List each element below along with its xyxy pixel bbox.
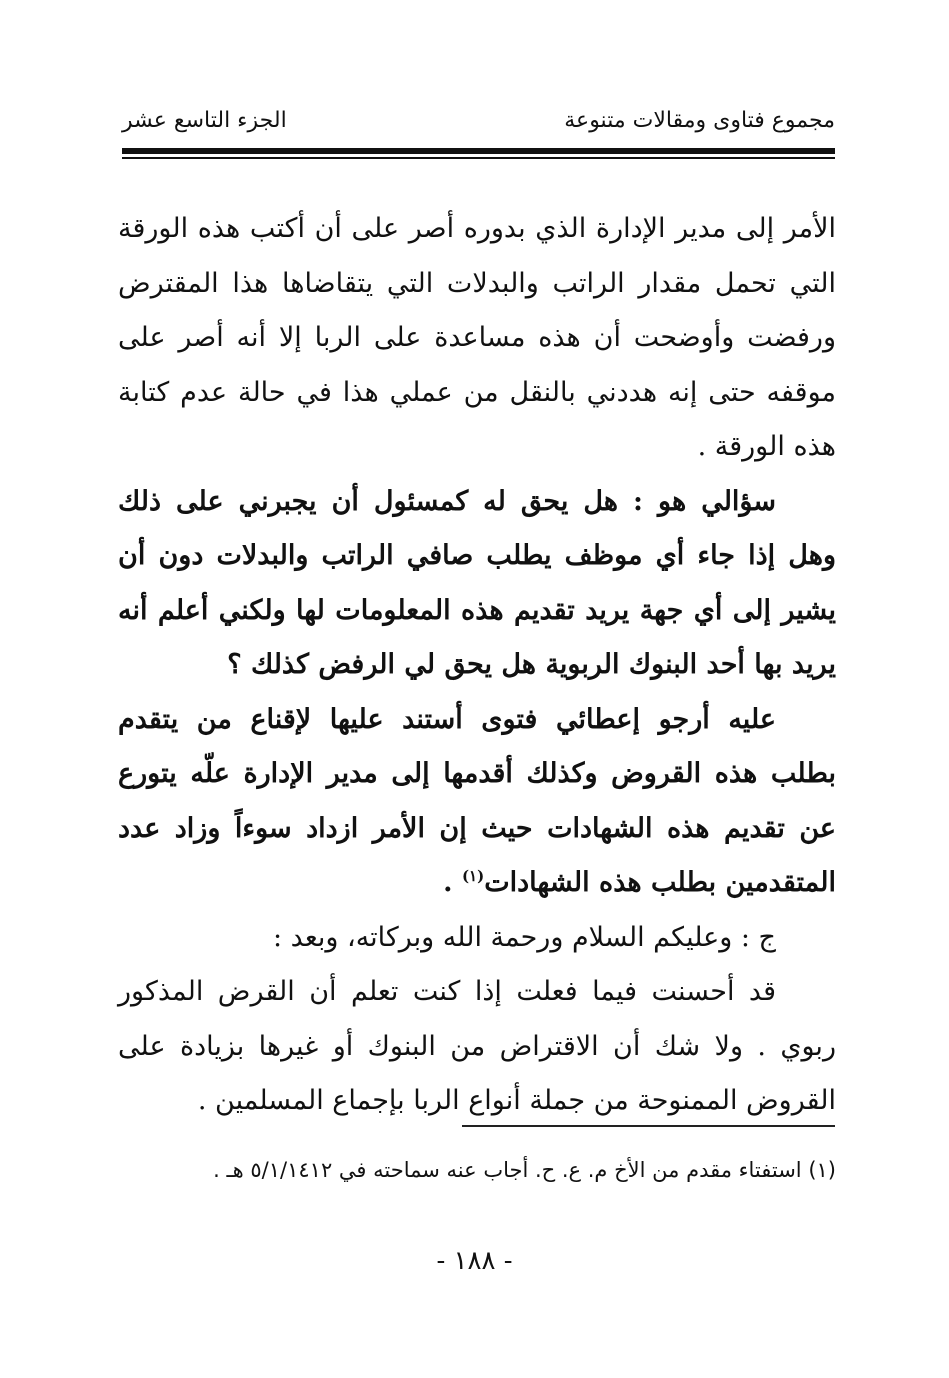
paragraph-question: سؤالي هو : هل يحق له كمسئول أن يجبرني على ذلك وهل إذا جاء أي موظف يطلب صافي الراتب والبدلات دون أن يشير إلى أي جهة يريد تقديم هذه المعلومات لها ولكني أعلم أنه يريد بها أحد البنوك الربوية هل يحق لي الرفض كذلك ؟: [118, 485, 836, 680]
footnote: [118, 1150, 836, 1190]
main-text: [118, 202, 836, 1129]
volume-label: الجزء التاسع عشر: [122, 108, 287, 133]
running-header: [122, 108, 835, 142]
paragraph-request-text: عليه أرجو إعطائي فتوى أستند عليها لإقناع من يتقدم بطلب هذه القروض وكذلك أقدمها إلى مدير الإدارة علّه يتورع عن تقديم هذه الشهادات حيث إن الأمر ازداد سوءاً وزاد عدد المتقدمين بطلب هذه الشهادات: [118, 703, 836, 898]
header-rule-thick: [122, 148, 835, 154]
paragraph-request-end: .: [443, 867, 462, 898]
paragraph-1: الأمر إلى مدير الإدارة الذي بدوره أصر على أن أكتب هذه الورقة التي تحمل مقدار الراتب والبدلات التي يتقاضاها هذا المقترض ورفضت وأوضحت أن هذه مساعدة على الربا إلا أنه أصر على موقفه حتى إنه هددني بالنقل من عملي هذا في حالة عدم كتابة هذه الورقة .: [118, 213, 836, 462]
header-rule-thin: [122, 157, 835, 159]
paragraph-request: [118, 693, 836, 911]
page-number: - ١٨٨ -: [436, 1246, 513, 1276]
book-title: مجموع فتاوى ومقالات متنوعة: [564, 108, 835, 133]
paragraph-answer-greeting: ج : وعليكم السلام ورحمة الله وبركاته، وبعد :: [272, 921, 776, 953]
footnote-reference[interactable]: (١): [461, 867, 485, 885]
footnote-separator: [462, 1125, 835, 1127]
footnote-text: (١) استفتاء مقدم من الأخ م. ع. ح. أجاب عنه سماحته في ٥/١/١٤١٢ هـ .: [213, 1158, 836, 1182]
paragraph-answer: قد أحسنت فيما فعلت إذا كنت تعلم أن القرض المذكور ربوي . ولا شك أن الاقتراض من البنوك أو غيرها بزيادة على القروض الممنوحة من جملة أنواع الربا بإجماع المسلمين .: [118, 976, 836, 1116]
